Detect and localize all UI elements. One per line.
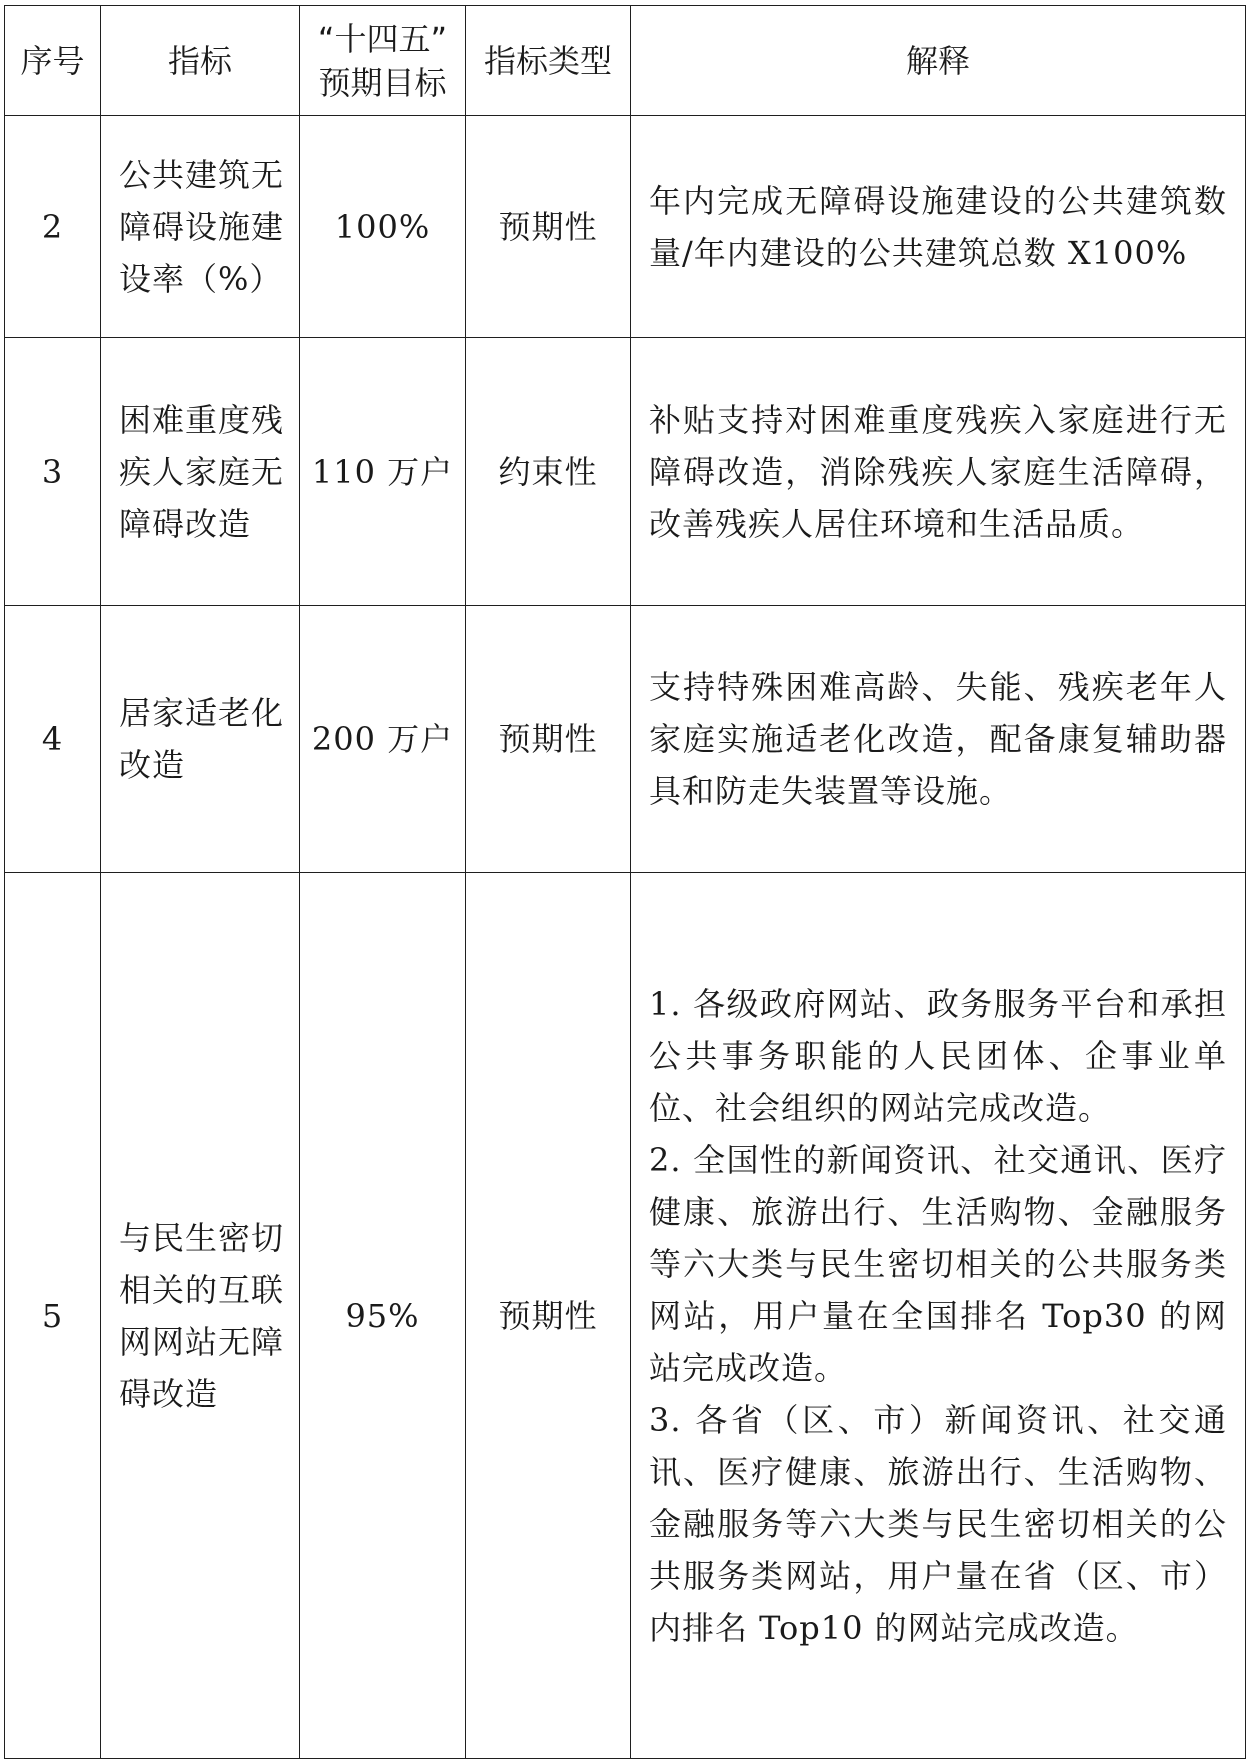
row-description-paragraph: 支持特殊困难高龄、失能、残疾老年人家庭实施适老化改造，配备康复辅助器具和防走失装置等设施。	[649, 668, 1227, 811]
header-description: 解释	[631, 6, 1246, 116]
row-description-paragraph: 年内完成无障碍设施建设的公共建筑数量/年内建设的公共建筑总数 X100%	[649, 181, 1227, 272]
indicator-table	[4, 5, 1246, 1759]
row-description-cell	[631, 605, 1246, 873]
row-indicator-cell	[101, 338, 300, 606]
row-seq-cell: 2	[5, 116, 101, 338]
row-target-cell: 95%	[300, 873, 466, 1759]
row-description-paragraph: 2. 全国性的新闻资讯、社交通讯、医疗健康、旅游出行、生活购物、金融服务等六大类与民生密切相关的公共服务类网站，用户量在全国排名 Top30 的网站完成改造。	[649, 1140, 1227, 1387]
row-description-cell	[631, 873, 1246, 1759]
table-row	[5, 605, 1246, 873]
row-indicator-text: 与民生密切 相关的互联 网网站无障 碍改造	[119, 1218, 285, 1413]
header-target-line2: 预期目标	[318, 63, 447, 102]
row-indicator-text: 公共建筑无 障碍设施建 设率（%）	[119, 155, 285, 298]
header-target	[300, 6, 466, 116]
table-row	[5, 116, 1246, 338]
row-seq-cell: 3	[5, 338, 101, 606]
row-description-cell	[631, 116, 1246, 338]
row-description-paragraph: 3. 各省（区、市）新闻资讯、社交通讯、医疗健康、旅游出行、生活购物、金融服务等六大类与民生密切相关的公共服务类网站，用户量在省（区、市）内排名 Top10 的网站完成改造。	[649, 1400, 1227, 1647]
header-seq: 序号	[5, 6, 101, 116]
row-indicator-cell	[101, 605, 300, 873]
row-seq-cell: 5	[5, 873, 101, 1759]
row-indicator-text: 居家适老化 改造	[119, 694, 285, 785]
table-row	[5, 873, 1246, 1759]
header-row	[5, 6, 1246, 116]
row-description-paragraph: 补贴支持对困难重度残疾入家庭进行无障碍改造，消除残疾人家庭生活障碍，改善残疾人居住环境和生活品质。	[649, 400, 1227, 543]
row-type-cell: 预期性	[466, 873, 631, 1759]
header-indicator: 指标	[101, 6, 300, 116]
row-target-cell: 200 万户	[300, 605, 466, 873]
header-type: 指标类型	[466, 6, 631, 116]
row-target-cell: 100%	[300, 116, 466, 338]
row-seq-cell: 4	[5, 605, 101, 873]
row-indicator-cell	[101, 873, 300, 1759]
row-indicator-cell	[101, 116, 300, 338]
row-type-cell: 预期性	[466, 116, 631, 338]
row-description-cell	[631, 338, 1246, 606]
table-row	[5, 338, 1246, 606]
header-target-line1: “十四五”	[317, 19, 448, 58]
row-target-cell: 110 万户	[300, 338, 466, 606]
row-type-cell: 约束性	[466, 338, 631, 606]
row-indicator-text: 困难重度残 疾人家庭无 障碍改造	[119, 400, 285, 543]
row-description-paragraph: 1. 各级政府网站、政务服务平台和承担公共事务职能的人民团体、企事业单位、社会组织的网站完成改造。	[649, 984, 1227, 1127]
row-type-cell: 预期性	[466, 605, 631, 873]
